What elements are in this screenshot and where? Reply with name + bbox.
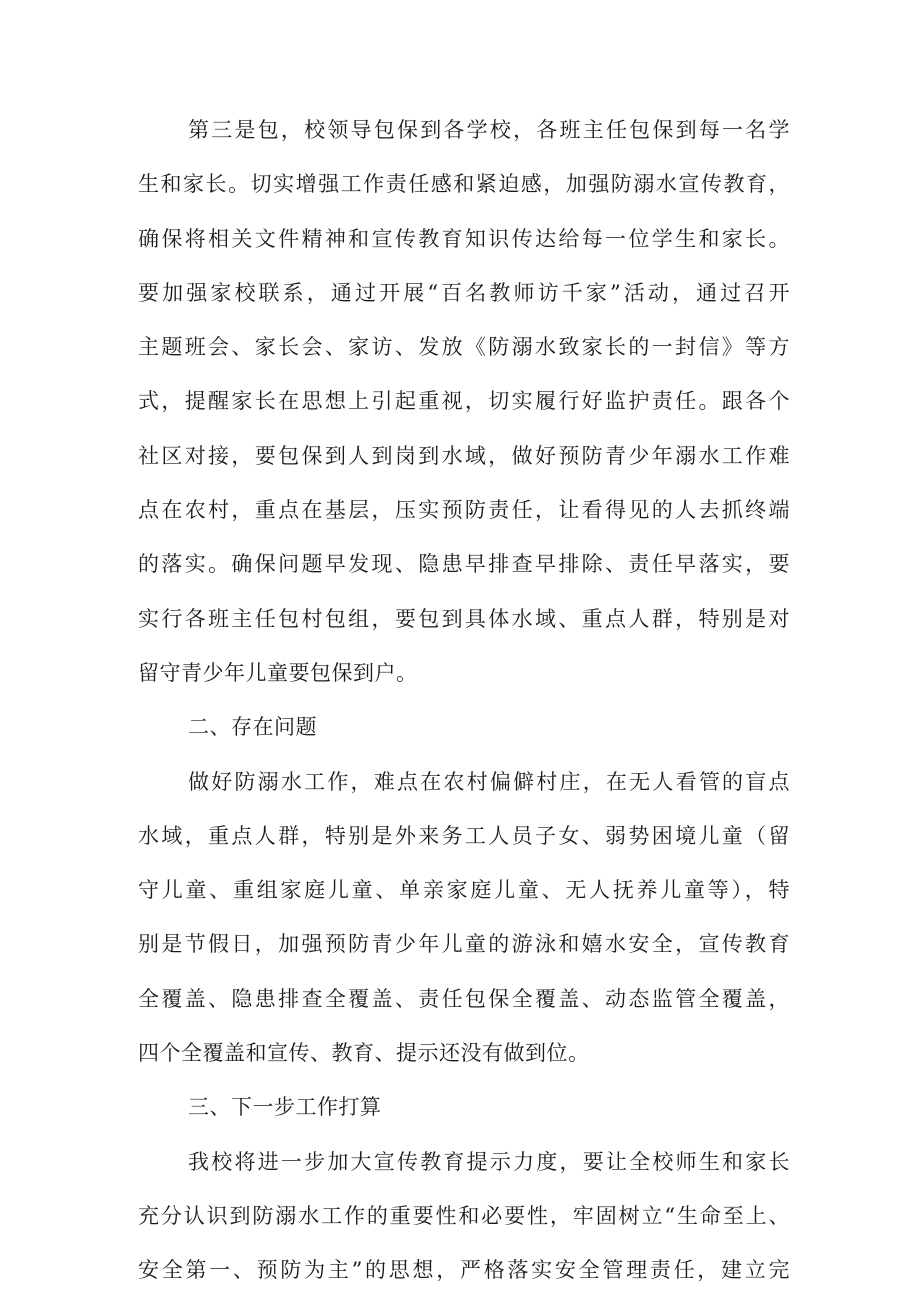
paragraph-line: 实行各班主任包村包组，要包到具体水域、重点人群，特别是对 (138, 606, 790, 631)
paragraph-line: 生和家长。切实增强工作责任感和紧迫感，加强防溺水宣传教育， (138, 172, 790, 197)
paragraph-line: 社区对接，要包保到人到岗到水域，做好预防青少年溺水工作难 (138, 443, 790, 468)
paragraph-line: 守儿童、重组家庭儿童、单亲家庭儿童、无人抚养儿童等），特 (138, 878, 790, 903)
paragraph-line: 第三是包，校领导包保到各学校，各班主任包保到每一名学 (188, 118, 790, 142)
paragraph-line: 式，提醒家长在思想上引起重视，切实履行好监护责任。跟各个 (138, 389, 790, 414)
paragraph-line: 充分认识到防溺水工作的重要性和必要性，牢固树立“生命至上、 (138, 1203, 790, 1228)
paragraph-line: 水域，重点人群，特别是外来务工人员子女、弱势困境儿童（留 (138, 823, 790, 848)
paragraph-line: 做好防溺水工作，难点在农村偏僻村庄，在无人看管的盲点 (188, 769, 790, 794)
paragraph-line: 确保将相关文件精神和宣传教育知识传达给每一位学生和家长。 (138, 226, 790, 251)
paragraph-line: 要加强家校联系，通过开展“百名教师访千家”活动，通过召开 (138, 280, 790, 305)
paragraph-line: 四个全覆盖和宣传、教育、提示还没有做到位。 (138, 1041, 590, 1066)
paragraph-line: 全覆盖、隐患排查全覆盖、责任包保全覆盖、动态监管全覆盖， (138, 986, 790, 1011)
paragraph-line: 别是节假日，加强预防青少年儿童的游泳和嬉水安全，宣传教育 (138, 932, 790, 957)
paragraph-line: 的落实。确保问题早发现、隐患早排查早排除、责任早落实，要 (138, 552, 790, 577)
paragraph-line: 留守青少年儿童要包保到户。 (138, 660, 418, 685)
document-body (138, 103, 790, 1298)
section-heading: 二、存在问题 (188, 715, 317, 740)
paragraph-line: 我校将进一步加大宣传教育提示力度，要让全校师生和家长 (188, 1149, 790, 1174)
paragraph-line: 点在农村，重点在基层，压实预防责任，让看得见的人去抓终端 (138, 498, 790, 523)
section-heading: 三、下一步工作打算 (188, 1095, 382, 1120)
paragraph-line: 主题班会、家长会、家访、发放《防溺水致家长的一封信》等方 (138, 335, 790, 360)
paragraph-line: 安全第一、预防为主”的思想，严格落实安全管理责任，建立完 (138, 1258, 790, 1283)
